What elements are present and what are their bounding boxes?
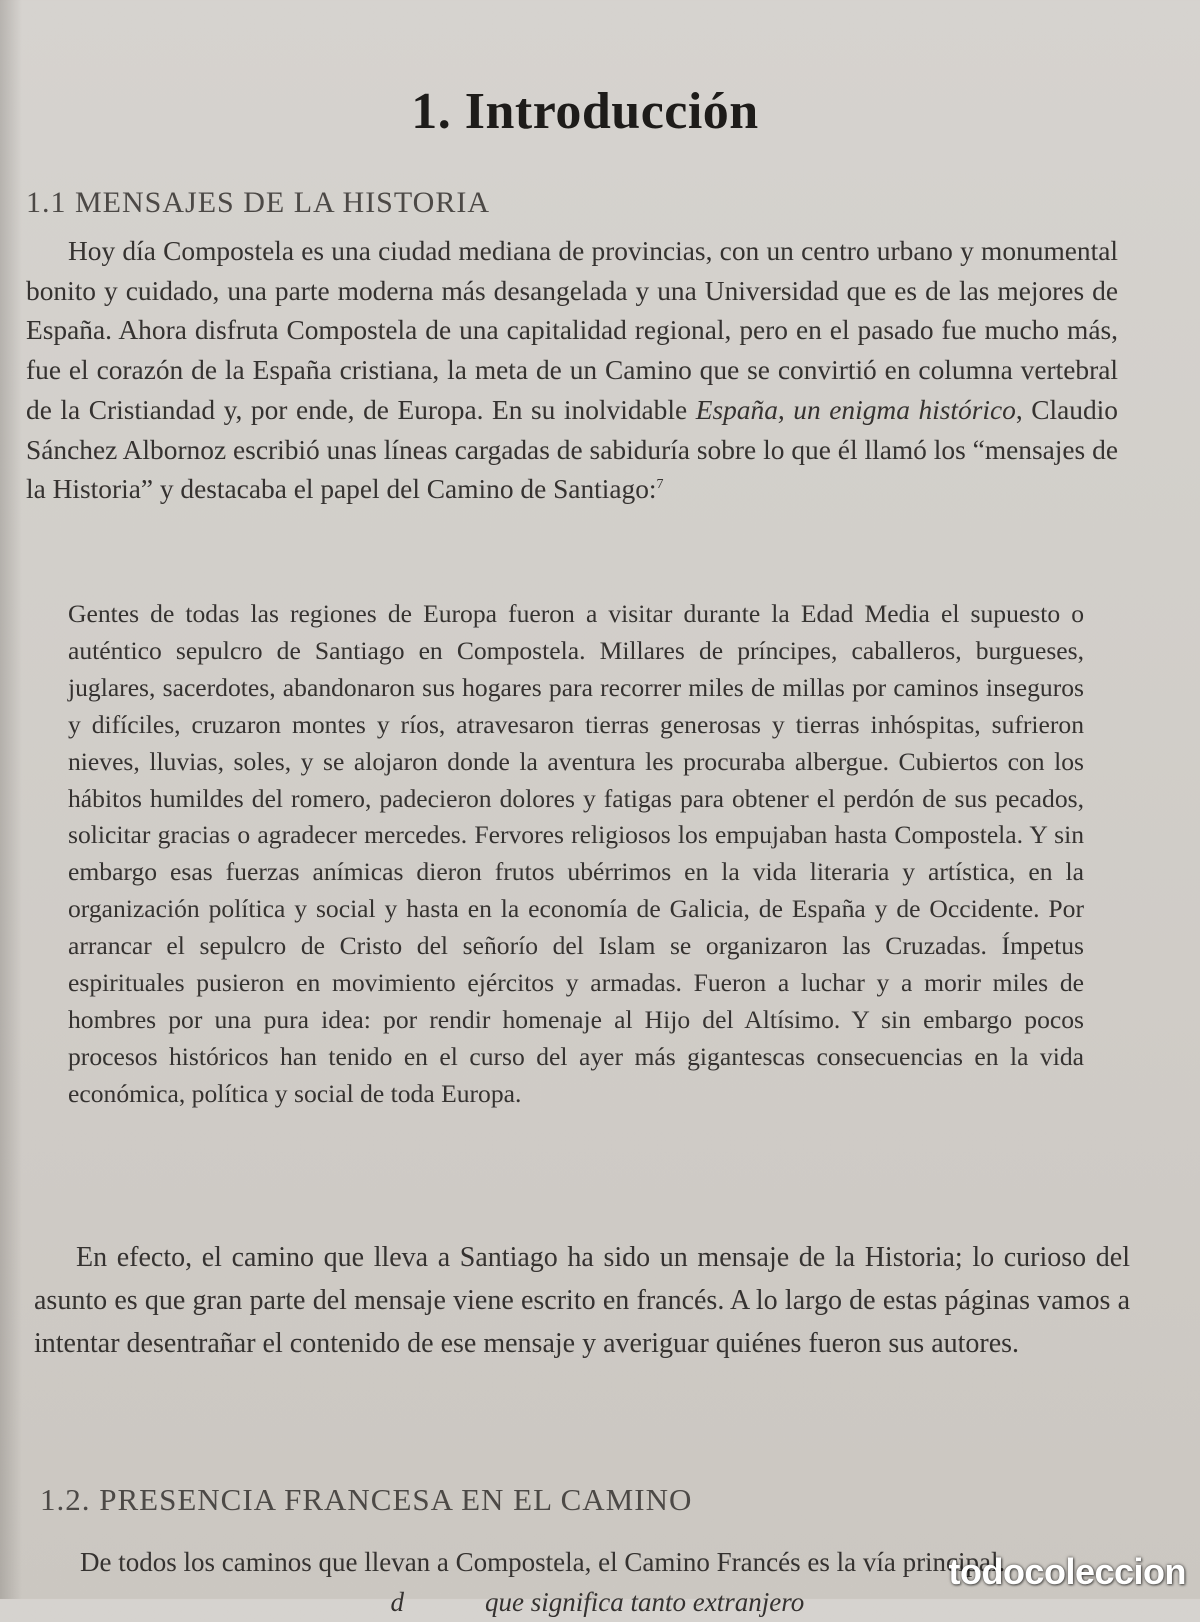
footnote-ref: 7 bbox=[656, 477, 664, 493]
section-heading-1-2: 1.2. PRESENCIA FRANCESA EN EL CAMINO bbox=[40, 1482, 693, 1517]
intro-paragraph-text-a: Hoy día Compostela es una ciudad mediana de provincias, con un centro urbano y monumental bonito y cuidado, una parte moderna más desangelada y una Universidad que es de las mejores de España. Ahora disfruta Compostela de una capitalidad regional, pero en el pasado fue mucho más, fue el corazón de la España cristiana, la meta de un Camino que se convirtió en columna vertebral de la Cristiandad y, por ende, de Europa. En su inolvidable bbox=[26, 236, 1118, 425]
page-gutter-shadow bbox=[0, 0, 22, 1599]
chapter-title: 1. Introducción bbox=[411, 83, 759, 140]
section-heading-1-1: 1.1 MENSAJES DE LA HISTORIA bbox=[26, 186, 490, 219]
watermark-logo: todocoleccion bbox=[948, 1551, 1186, 1592]
book-title-italic: España, un enigma histórico bbox=[695, 394, 1016, 425]
block-quote: Gentes de todas las regiones de Europa fueron a visitar durante la Edad Media el supuesto o auténtico sepulcro de Santiago en Compostela. Millares de príncipes, caballeros, burgueses, juglares, sacerdotes, abandonaron sus hogares para recorrer miles de millas por caminos inseguros y difíciles, cruzaron montes y ríos, atravesaron tierras generosas y tierras inhóspitas, sufrieron nieves, lluvias, soles, y se alojaron donde la aventura les procuraba albergue. Cubiertos con los hábitos humildes del romero, padecieron dolores y fatigas para obtener el perdón de sus pecados, solicitar gracias o agradecer mercedes. Fervores religiosos los empujaban hasta Compostela. Y sin embargo esas fuerzas anímicas dieron frutos ubérrimos en la vida literaria y artística, en la organización política y social y hasta en la economía de Galicia, de España y de Occidente. Por arrancar el sepulcro de Cristo del señorío del Islam se organizaron las Cruzadas. Ímpetus espirituales pusieron en movimiento ejércitos y armadas. Fueron a luchar y a morir miles de hombres por una pura idea: por rendir homenaje al Hijo del Altísimo. Y sin embargo pocos procesos históricos han tenido en el curso del ayer más gigantescas consecuencias en la vida económica, política y social de toda Europa. bbox=[68, 599, 1084, 1108]
intro-paragraph bbox=[26, 232, 1118, 510]
closing-paragraph: En efecto, el camino que lleva a Santiago ha sido un mensaje de la Historia; lo curioso del asunto es que gran parte del mensaje viene escrito en francés. A lo largo de estas páginas vamos a intentar desentrañar el contenido de ese mensaje y averiguar quiénes fueron sus autores. bbox=[34, 1242, 1130, 1359]
section-1-2-line1: De todos los caminos que llevan a Compostela, el Camino Francés es la vía principal. bbox=[80, 1547, 1006, 1577]
intro-paragraph-text-b: , Claudio Sánchez Albornoz escribió unas líneas cargadas de sabiduría sobre lo que él llamó los “mensajes de la Historia” y destacaba el papel del Camino de Santiago: bbox=[26, 394, 1118, 505]
section-1-2-line2-partial: d que significa tanto extranjero bbox=[80, 1587, 805, 1617]
